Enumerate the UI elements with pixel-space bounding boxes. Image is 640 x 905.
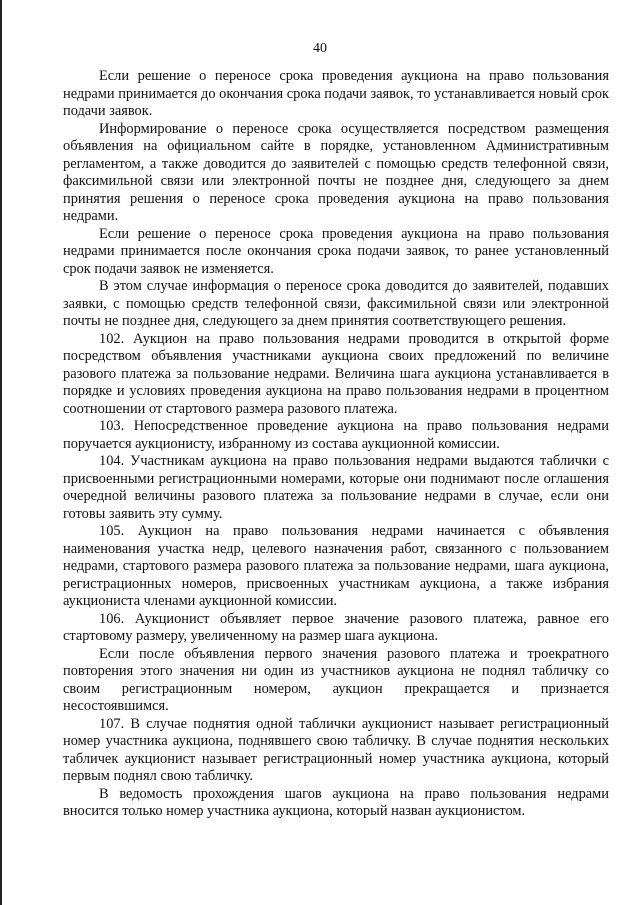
- page-number: 40: [313, 41, 327, 56]
- paragraph-102: 102. Аукцион на право пользования недрами проводится в открытой форме посредством объявления участниками аукциона своих предложений по величине разового платежа за пользование недрами. Величина шага аукциона устанавливается в порядке и условиях проведения аукциона на право пользования недрами в процентном соотношении от стартового размера разового платежа.: [63, 330, 609, 417]
- paragraph-deadline-after: Если решение о переносе срока проведения аукциона на право пользования недрами принимается после окончания срока подачи заявок, то ранее установленный срок подачи заявок не изменяется.: [63, 225, 609, 277]
- paragraph-103: 103. Непосредственное проведение аукциона на право пользования недрами поручается аукционисту, избранному из состава аукционной комиссии.: [63, 418, 609, 452]
- paragraph-no-bid: Если после объявления первого значения разового платежа и троекратного повторения этого значения ни один из участников аукциона не поднял табличку со своим регистрационным номером, аукцион прекращается и признается несостоявшимся.: [63, 645, 609, 714]
- paragraph-informing: Информирование о переносе срока осуществляется посредством размещения объявления на официальном сайте в порядке, установленном Административным регламентом, а также доводится до заявителей с помощью средств телефонной связи, факсимильной связи или электронной почты не позднее дня, следующего за днем принятия решения о переносе срока проведения аукциона на право пользования недрами.: [63, 120, 609, 224]
- paragraph-record: В ведомость прохождения шагов аукциона на право пользования недрами вносится только номер участника аукциона, который назван аукционистом.: [63, 785, 609, 819]
- paragraph-104: 104. Участникам аукциона на право пользования недрами выдаются таблички с присвоенными регистрационными номерами, которые они поднимают после оглашения очередной величины разового платежа за пользование недрами в случае, если они готовы заявить эту сумму.: [63, 453, 609, 522]
- paragraph-107: 107. В случае поднятия одной таблички аукционист называет регистрационный номер участника аукциона, поднявшего свою табличку. В случае поднятия нескольких табличек аукционист называет регистрационный номер участника аукциона, который первым поднял свою табличку.: [63, 715, 609, 784]
- document-body: [63, 68, 609, 821]
- paragraph-notification: В этом случае информация о переносе срока доводится до заявителей, подавших заявки, с помощью средств телефонной связи, факсимильной связи или электронной почты не позднее дня, следующего за днем принятия соответствующего решения.: [63, 278, 609, 329]
- paragraph-106: 106. Аукционист объявляет первое значение разового платежа, равное его стартовому размеру, увеличенному на размер шага аукциона.: [63, 610, 609, 644]
- scan-edge-line: [0, 0, 2, 905]
- paragraph-deadline-before: Если решение о переносе срока проведения аукциона на право пользования недрами принимается до окончания срока подачи заявок, то устанавливается новый срок подачи заявок.: [63, 68, 610, 119]
- paragraph-105: 105. Аукцион на право пользования недрами начинается с объявления наименования участка недр, целевого назначения работ, связанного с пользованием недрами, стартового размера разового платежа за пользование недрами, шага аукциона, регистрационных номеров, присвоенных участникам аукциона, а также избрания аукциониста членами аукционной комиссии.: [63, 523, 609, 609]
